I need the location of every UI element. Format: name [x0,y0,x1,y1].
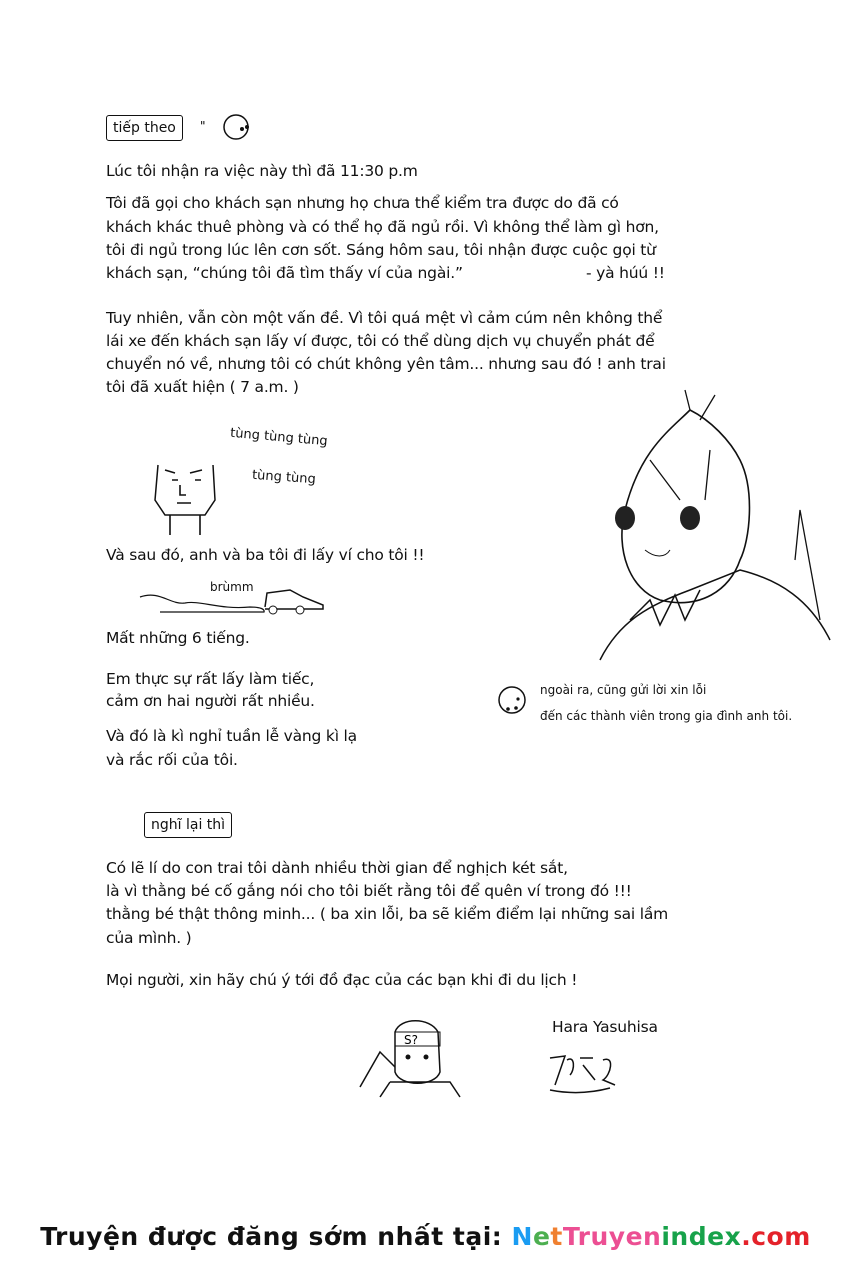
header-box: tiếp theo [106,115,183,141]
svg-text:": " [200,119,206,133]
yahoo-exclaim: - yà húú !! [586,264,665,282]
para5-line: của mình. ) [106,929,192,947]
para5-line: thằng bé thật thông minh... ( ba xin lỗi, ba sẽ kiểm điểm lại những sai lầm [106,905,669,923]
blob-character-icon [496,684,528,720]
footer-banner [0,1222,851,1251]
side-note-line: đến các thành viên trong gia đình anh tôi. [540,709,793,723]
fetch-line: Và sau đó, anh và ba tôi đi lấy ví cho tôi !! [106,546,425,564]
time-line: Lúc tôi nhận ra việc này thì đã 11:30 p.m [106,162,418,180]
site-part: N [511,1222,533,1251]
para4-line: và rắc rối của tôi. [106,751,238,769]
knock-sfx: tùng tùng tùng [229,425,329,450]
site-part: index [661,1222,742,1251]
car-drawing [140,585,330,615]
site-part: .com [741,1222,811,1251]
author-self-portrait [350,1012,470,1097]
para2-line: Tuy nhiên, vẫn còn một vấn đề. Vì tôi quá mệt vì cảm cúm nên không thể [106,309,663,327]
para1-line: khách sạn, “chúng tôi đã tìm thấy ví của ngài.” [106,264,463,282]
author-signature [545,1050,625,1095]
brother-face-drawing [150,455,230,535]
closing-line: Mọi người, xin hãy chú ý tới đồ đạc của các bạn khi đi du lịch ! [106,971,578,989]
para2-line: chuyển nó về, nhưng tôi có chút không yên tâm... nhưng sau đó ! anh trai [106,355,666,373]
side-note-line: ngoài ra, cũng gửi lời xin lỗi [540,683,707,697]
footer-prefix: Truyện được đăng sớm nhất tại: [40,1222,512,1251]
boy-illustration [590,390,850,670]
para3-line: Em thực sự rất lấy làm tiếc, [106,670,315,688]
para2-line: lái xe đến khách sạn lấy ví được, tôi có thể dùng dịch vụ chuyển phát để [106,332,655,350]
para3-line: cảm ơn hai người rất nhiều. [106,692,315,710]
para5-line: Có lẽ lí do con trai tôi dành nhiều thời gian để nghịch két sắt, [106,859,568,877]
site-part: Truyen [562,1222,662,1251]
svg-text:S?: S? [404,1033,418,1047]
site-link[interactable] [512,1222,811,1251]
site-part: t [550,1222,563,1251]
hours-line: Mất những 6 tiếng. [106,629,250,647]
car-sfx: brùmm [210,580,254,594]
knock-sfx: tùng tùng [251,467,317,488]
para1-line: Tôi đã gọi cho khách sạn nhưng họ chưa thể kiểm tra được do đã có [106,194,619,212]
para2-line: tôi đã xuất hiện ( 7 a.m. ) [106,378,299,396]
para1-line: tôi đi ngủ trong lúc lên cơn sốt. Sáng hôm sau, tôi nhận được cuộc gọi từ [106,241,656,259]
author-name: Hara Yasuhisa [552,1018,658,1036]
blob-character-icon [200,112,260,146]
para4-line: Và đó là kì nghỉ tuần lễ vàng kì lạ [106,727,357,745]
section-box: nghĩ lại thì [144,812,232,838]
site-part: e [532,1222,551,1251]
para1-line: khách khác thuê phòng và có thể họ đã ngủ rồi. Vì không thể làm gì hơn, [106,218,659,236]
para5-line: là vì thằng bé cố gắng nói cho tôi biết rằng tôi để quên ví trong đó !!! [106,882,632,900]
